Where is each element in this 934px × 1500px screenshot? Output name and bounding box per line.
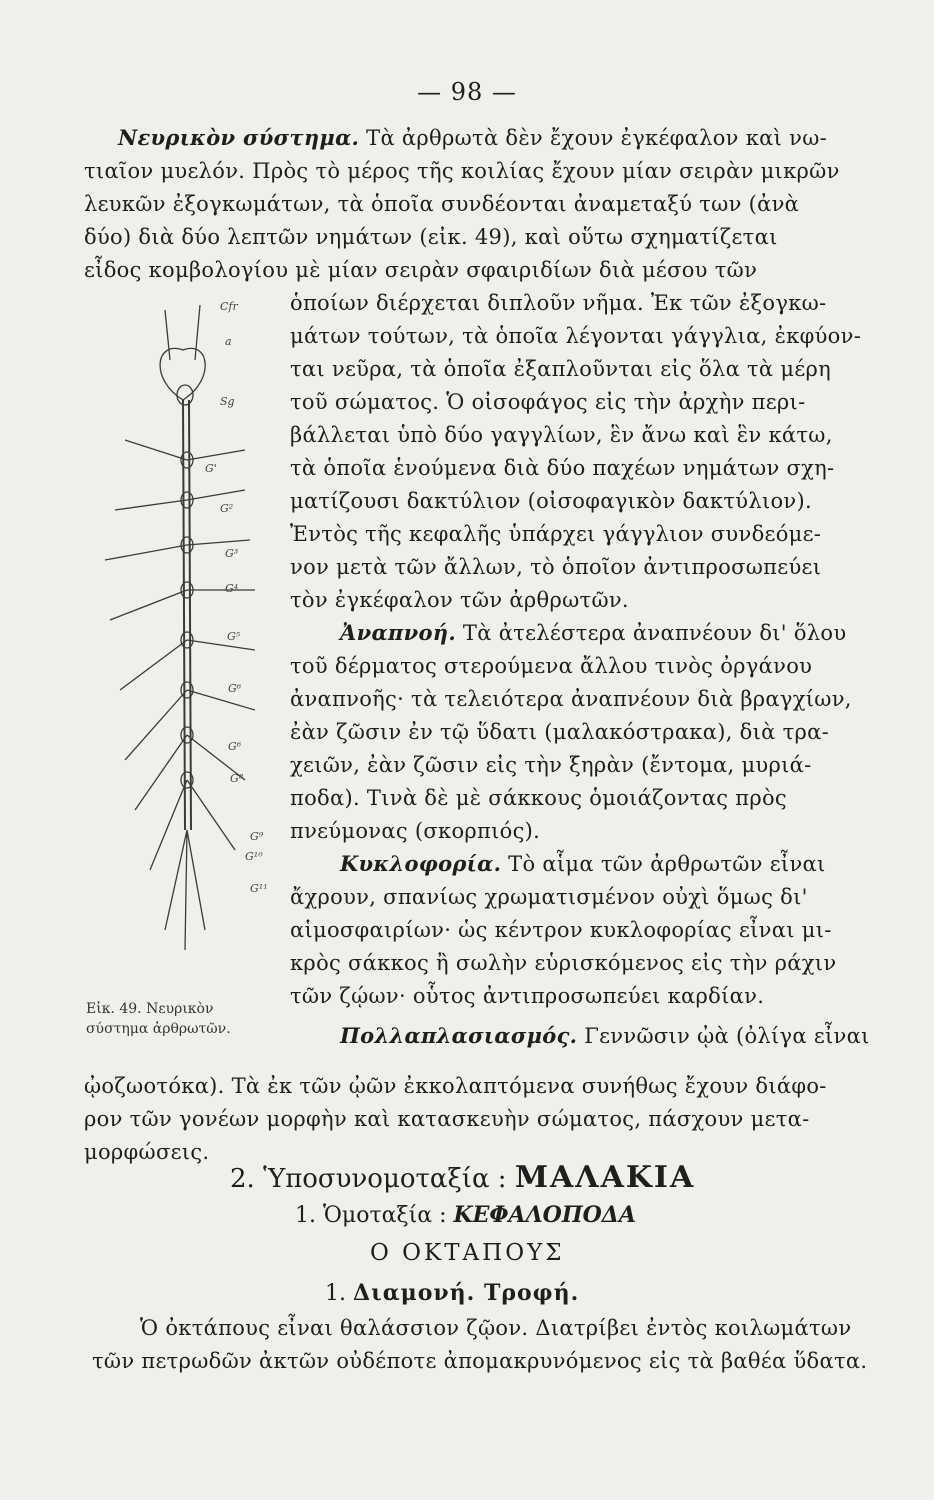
text-line: Νευρικὸν σύστημα. Τὰ ἀρθρωτὰ δὲν ἔχουν ἐγκέφαλον καὶ νω- [118, 125, 828, 150]
text-line: ται νεῦρα, τὰ ὁποῖα ἐξαπλοῦνται εἰς ὅλα τὰ μέρη [290, 357, 832, 381]
text-line: Ἀναπνοή. Τὰ ἀτελέστερα ἀναπνέουν δι' ὅλου [340, 620, 847, 645]
text-line: πνεύμονας (σκορπιός). [290, 819, 541, 843]
page-number: — 98 — [417, 78, 517, 106]
text-line: λευκῶν ἐξογκωμάτων, τὰ ὁποῖα συνδέονται ἀναμεταξύ των (ἀνὰ [84, 192, 800, 216]
figure-label: G⁵ [227, 630, 241, 643]
class-heading: 1. Ὁμοταξία : ΚΕΦΑΛΟΠΟΔΑ [295, 1202, 636, 1228]
text-line: τὰ ὁποῖα ἑνούμενα διὰ δύο παχέων νημάτων σχη- [290, 456, 835, 480]
figure-label: Cfr [220, 300, 238, 313]
figure-label: G¹¹ [250, 882, 268, 895]
figure-label: G⁶ [228, 682, 242, 695]
text-line: μάτων τούτων, τὰ ὁποῖα λέγονται γάγγλια, ἐκφύον- [290, 324, 862, 348]
figure-label: G⁸ [230, 772, 244, 785]
figure-label: G⁹ [250, 830, 264, 843]
text-line: τοῦ δέρματος στερούμενα ἄλλου τινὸς ὀργάνου [290, 654, 813, 678]
figure-label: G² [220, 502, 234, 515]
text-line: τιαῖον μυελόν. Πρὸς τὸ μέρος τῆς κοιλίας ἔχουν μίαν σειρὰν μικρῶν [84, 159, 840, 183]
text-line: ἀναπνοῆς· τὰ τελειότερα ἀναπνέουν διὰ βραγχίων, [290, 687, 852, 711]
text-line: τῶν ζῴων· οὗτος ἀντιπροσωπεύει καρδίαν. [290, 984, 765, 1008]
figure-label: G⁶ [228, 740, 242, 753]
text-line: κρὸς σάκκος ἢ σωλὴν εὑρισκόμενος εἰς τὴν ράχιν [290, 951, 837, 975]
text-line: τὸν ἐγκέφαλον τῶν ἀρθρωτῶν. [290, 588, 629, 612]
species-heading: Ο ΟΚΤΑΠΟΥΣ [370, 1240, 565, 1266]
text-line: χειῶν, ἐὰν ζῶσιν εἰς τὴν ξηρὰν (ἔντομα, μυριά- [290, 753, 812, 777]
paragraph-heading: Κυκλοφορία. [340, 851, 502, 876]
sub-heading: 1. Διαμονή. Τροφή. [325, 1280, 580, 1306]
text-line: τῶν πετρωδῶν ἀκτῶν οὐδέποτε ἀπομακρυνόμενος εἰς τὰ βαθέα ὕδατα. [92, 1349, 868, 1373]
text-line: εἶδος κομβολογίου μὲ μίαν σειρὰν σφαιριδίων διὰ μέσου τῶν [84, 258, 758, 282]
figure-label: G' [205, 462, 217, 475]
text-line: ἐὰν ζῶσιν ἐν τῷ ὕδατι (μαλακόστρακα), διὰ τρα- [290, 720, 830, 744]
text-line: μορφώσεις. [84, 1140, 210, 1164]
text-line: Πολλαπλασιασμός. Γεννῶσιν ᾠὰ (ὀλίγα εἶναι [340, 1023, 870, 1048]
text-line: ἄχρουν, σπανίως χρωματισμένον οὐχὶ ὅμως δι' [290, 885, 808, 909]
figure-label: G⁴ [225, 582, 239, 595]
paragraph-heading: Νευρικὸν σύστημα. [118, 125, 360, 150]
text-line: δύο) διὰ δύο λεπτῶν νημάτων (εἰκ. 49), καὶ οὕτω σχηματίζεται [84, 225, 778, 249]
paragraph-heading: Πολλαπλασιασμός. [340, 1023, 578, 1048]
figure-label: G³ [225, 547, 239, 560]
subphylum-heading: 2. Ὑποσυνομοταξία : ΜΑΛΑΚΙΑ [230, 1160, 696, 1195]
nervous-system-figure [95, 290, 295, 1000]
text-line: ὁποίων διέρχεται διπλοῦν νῆμα. Ἐκ τῶν ἐξογκω- [290, 291, 827, 315]
figure-caption-line: Εἰκ. 49. Νευρικὸν [86, 1001, 214, 1017]
text-line: βάλλεται ὑπὸ δύο γαγγλίων, ἓν ἄνω καὶ ἓν κάτω, [290, 423, 833, 447]
text-line: ᾠοζωοτόκα). Τὰ ἐκ τῶν ᾠῶν ἐκκολαπτόμενα συνήθως ἔχουν διάφο- [84, 1074, 827, 1098]
figure-label: a [225, 335, 232, 348]
figure-label: Sg [220, 395, 235, 408]
text-line: αἱμοσφαιρίων· ὡς κέντρον κυκλοφορίας εἶναι μι- [290, 918, 832, 942]
text-line: ρον τῶν γονέων μορφὴν καὶ κατασκευὴν σώματος, πάσχουν μετα- [84, 1107, 810, 1131]
text-line: ματίζουσι δακτύλιον (οἰσοφαγικὸν δακτύλιον). [290, 489, 812, 513]
figure-caption-line: σύστημα ἀρθρωτῶν. [86, 1021, 231, 1037]
text-line: τοῦ σώματος. Ὁ οἰσοφάγος εἰς τὴν ἀρχὴν περι- [290, 390, 806, 414]
text-line: ποδα). Τινὰ δὲ μὲ σάκκους ὁμοιάζοντας πρὸς [290, 786, 787, 810]
text-line: Ὁ ὀκτάπους εἶναι θαλάσσιον ζῷον. Διατρίβει ἐντὸς κοιλωμάτων [140, 1316, 852, 1340]
text-line: νον μετὰ τῶν ἄλλων, τὸ ὁποῖον ἀντιπροσωπεύει [290, 555, 822, 579]
text-line: Ἐντὸς τῆς κεφαλῆς ὑπάρχει γάγγλιον συνδεόμε- [290, 522, 822, 546]
figure-label: G¹⁰ [245, 850, 263, 863]
paragraph-heading: Ἀναπνοή. [340, 620, 456, 645]
text-line: Κυκλοφορία. Τὸ αἷμα τῶν ἀρθρωτῶν εἶναι [340, 851, 826, 876]
